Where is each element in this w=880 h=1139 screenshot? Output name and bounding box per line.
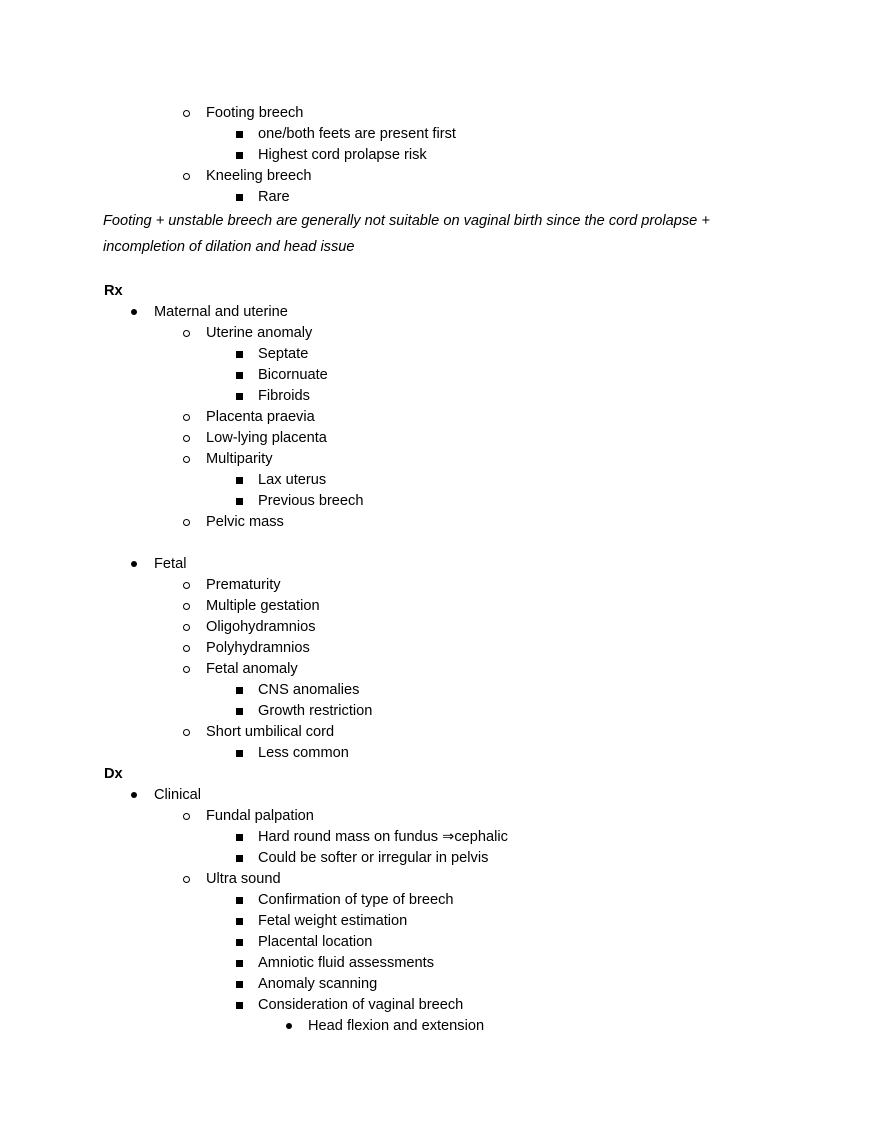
filled-square-shape — [236, 981, 243, 988]
list-item — [104, 575, 784, 596]
list-item — [104, 1016, 784, 1037]
list-item — [104, 365, 784, 386]
hollow-circle-bullet-icon — [183, 323, 190, 337]
list-item — [104, 407, 784, 428]
list-item — [104, 103, 784, 124]
list-item-label: Anomaly scanning — [258, 976, 378, 992]
filled-square-shape — [236, 855, 243, 862]
filled-square-bullet-icon — [236, 701, 243, 715]
list-item-label: Fetal — [154, 556, 187, 572]
filled-square-shape — [236, 372, 243, 379]
list-item-label: Fetal weight estimation — [258, 913, 408, 929]
list-item — [104, 932, 784, 953]
list-item-label: Rare — [258, 189, 290, 205]
list-item — [104, 722, 784, 743]
filled-square-bullet-icon — [236, 974, 243, 988]
list-item — [104, 386, 784, 407]
filled-square-shape — [236, 194, 243, 201]
filled-square-shape — [236, 152, 243, 159]
hollow-circle-shape — [183, 729, 190, 736]
section-heading: Rx — [104, 283, 123, 299]
list-item — [104, 890, 784, 911]
filled-square-shape — [236, 897, 243, 904]
vertical-spacer — [104, 533, 784, 554]
list-item — [104, 596, 784, 617]
filled-square-shape — [236, 351, 243, 358]
hollow-circle-shape — [183, 603, 190, 610]
list-item — [104, 974, 784, 995]
list-item-label: Uterine anomaly — [206, 325, 313, 341]
list-item-label: Clinical — [154, 787, 202, 803]
hollow-circle-bullet-icon — [183, 659, 190, 673]
list-item-label: Fetal anomaly — [206, 661, 298, 677]
filled-square-bullet-icon — [236, 848, 243, 862]
filled-square-bullet-icon — [236, 827, 243, 841]
filled-square-bullet-icon — [236, 680, 243, 694]
filled-square-bullet-icon — [236, 145, 243, 159]
list-item-label: Less common — [258, 745, 349, 761]
list-item — [104, 953, 784, 974]
hollow-circle-bullet-icon — [183, 575, 190, 589]
list-item — [104, 124, 784, 145]
filled-disc-shape — [131, 309, 137, 315]
hollow-circle-shape — [183, 110, 190, 117]
hollow-circle-shape — [183, 414, 190, 421]
list-item-label: Could be softer or irregular in pelvis — [258, 850, 489, 866]
list-item — [104, 680, 784, 701]
list-item-label: Head flexion and extension — [308, 1018, 485, 1034]
list-item — [104, 785, 784, 806]
hollow-circle-bullet-icon — [183, 449, 190, 463]
hollow-circle-bullet-icon — [183, 617, 190, 631]
list-item — [104, 491, 784, 512]
hollow-circle-bullet-icon — [183, 638, 190, 652]
list-item — [104, 302, 784, 323]
hollow-circle-shape — [183, 645, 190, 652]
list-item — [104, 869, 784, 890]
filled-square-shape — [236, 498, 243, 505]
filled-square-bullet-icon — [236, 124, 243, 138]
list-item-label: Prematurity — [206, 577, 281, 593]
hollow-circle-bullet-icon — [183, 428, 190, 442]
list-item-label: CNS anomalies — [258, 682, 360, 698]
list-item-label: Placenta praevia — [206, 409, 315, 425]
filled-square-shape — [236, 960, 243, 967]
list-item-label: Polyhydramnios — [206, 640, 310, 656]
list-item-label: Hard round mass on fundus ⇒cephalic — [258, 829, 508, 845]
list-item — [104, 701, 784, 722]
list-item — [104, 554, 784, 575]
list-item — [104, 323, 784, 344]
list-item-label: Kneeling breech — [206, 168, 312, 184]
hollow-circle-shape — [183, 519, 190, 526]
list-item-label: Previous breech — [258, 493, 364, 509]
filled-square-shape — [236, 477, 243, 484]
filled-square-shape — [236, 918, 243, 925]
list-item-label: Short umbilical cord — [206, 724, 335, 740]
list-item — [104, 145, 784, 166]
list-item-label: Footing breech — [206, 105, 304, 121]
list-item — [104, 449, 784, 470]
list-item-label: Amniotic fluid assessments — [258, 955, 435, 971]
list-item — [104, 512, 784, 533]
document-body — [104, 103, 784, 1037]
list-item — [104, 166, 784, 187]
list-item-label: Oligohydramnios — [206, 619, 316, 635]
filled-square-bullet-icon — [236, 911, 243, 925]
list-item — [104, 617, 784, 638]
filled-square-bullet-icon — [236, 470, 243, 484]
list-item-label: Ultra sound — [206, 871, 281, 887]
list-item-label: Highest cord prolapse risk — [258, 147, 427, 163]
hollow-circle-bullet-icon — [183, 166, 190, 180]
filled-square-shape — [236, 750, 243, 757]
list-item — [104, 995, 784, 1016]
list-item — [104, 187, 784, 208]
filled-square-bullet-icon — [236, 932, 243, 946]
hollow-circle-bullet-icon — [183, 869, 190, 883]
filled-disc-bullet-icon — [131, 302, 137, 315]
filled-square-shape — [236, 1002, 243, 1009]
list-item-label: Septate — [258, 346, 309, 362]
filled-square-bullet-icon — [236, 890, 243, 904]
list-item-label: Maternal and uterine — [154, 304, 288, 320]
list-item-label: Multiparity — [206, 451, 273, 467]
hollow-circle-shape — [183, 876, 190, 883]
list-item — [104, 638, 784, 659]
filled-square-bullet-icon — [236, 995, 243, 1009]
hollow-circle-shape — [183, 666, 190, 673]
list-item-label: Bicornuate — [258, 367, 328, 383]
filled-disc-bullet-icon — [131, 785, 137, 798]
list-item-label: Consideration of vaginal breech — [258, 997, 464, 1013]
list-item-label: Pelvic mass — [206, 514, 284, 530]
filled-disc-shape — [131, 561, 137, 567]
list-item-label: Confirmation of type of breech — [258, 892, 454, 908]
list-item — [104, 428, 784, 449]
filled-square-bullet-icon — [236, 187, 243, 201]
hollow-circle-bullet-icon — [183, 722, 190, 736]
list-item — [104, 743, 784, 764]
filled-square-bullet-icon — [236, 953, 243, 967]
list-item — [104, 659, 784, 680]
list-item-label: Fibroids — [258, 388, 310, 404]
hollow-circle-bullet-icon — [183, 407, 190, 421]
list-item — [104, 806, 784, 827]
hollow-circle-shape — [183, 582, 190, 589]
list-item — [104, 827, 784, 848]
filled-square-bullet-icon — [236, 386, 243, 400]
section-heading: Dx — [104, 766, 123, 782]
hollow-circle-shape — [183, 173, 190, 180]
list-item — [104, 344, 784, 365]
filled-square-shape — [236, 131, 243, 138]
hollow-circle-bullet-icon — [183, 806, 190, 820]
filled-disc-shape — [131, 792, 137, 798]
list-item-label: Low-lying placenta — [206, 430, 327, 446]
list-item-label: Fundal palpation — [206, 808, 314, 824]
filled-square-bullet-icon — [236, 491, 243, 505]
filled-square-bullet-icon — [236, 743, 243, 757]
filled-square-shape — [236, 939, 243, 946]
list-item-label: Lax uterus — [258, 472, 327, 488]
filled-disc-shape — [286, 1023, 292, 1029]
list-item-label: Placental location — [258, 934, 373, 950]
filled-square-shape — [236, 393, 243, 400]
list-item-label: Growth restriction — [258, 703, 373, 719]
hollow-circle-bullet-icon — [183, 596, 190, 610]
hollow-circle-bullet-icon — [183, 103, 190, 117]
hollow-circle-shape — [183, 456, 190, 463]
hollow-circle-bullet-icon — [183, 512, 190, 526]
hollow-circle-shape — [183, 435, 190, 442]
list-item — [104, 848, 784, 869]
filled-disc-bullet-icon — [131, 554, 137, 567]
italic-note-paragraph: Footing + unstable breech are generally not suitable on vaginal birth since the cord prolapse + incompletion of dilation and head issue — [103, 213, 710, 255]
list-item — [104, 470, 784, 491]
filled-square-shape — [236, 834, 243, 841]
list-item-label: one/both feets are present first — [258, 126, 456, 142]
filled-square-shape — [236, 687, 243, 694]
vertical-spacer — [104, 260, 784, 281]
filled-square-bullet-icon — [236, 365, 243, 379]
list-item — [104, 911, 784, 932]
filled-disc-bullet-icon — [286, 1016, 292, 1029]
hollow-circle-shape — [183, 624, 190, 631]
list-item-label: Multiple gestation — [206, 598, 320, 614]
filled-square-shape — [236, 708, 243, 715]
hollow-circle-shape — [183, 813, 190, 820]
hollow-circle-shape — [183, 330, 190, 337]
filled-square-bullet-icon — [236, 344, 243, 358]
